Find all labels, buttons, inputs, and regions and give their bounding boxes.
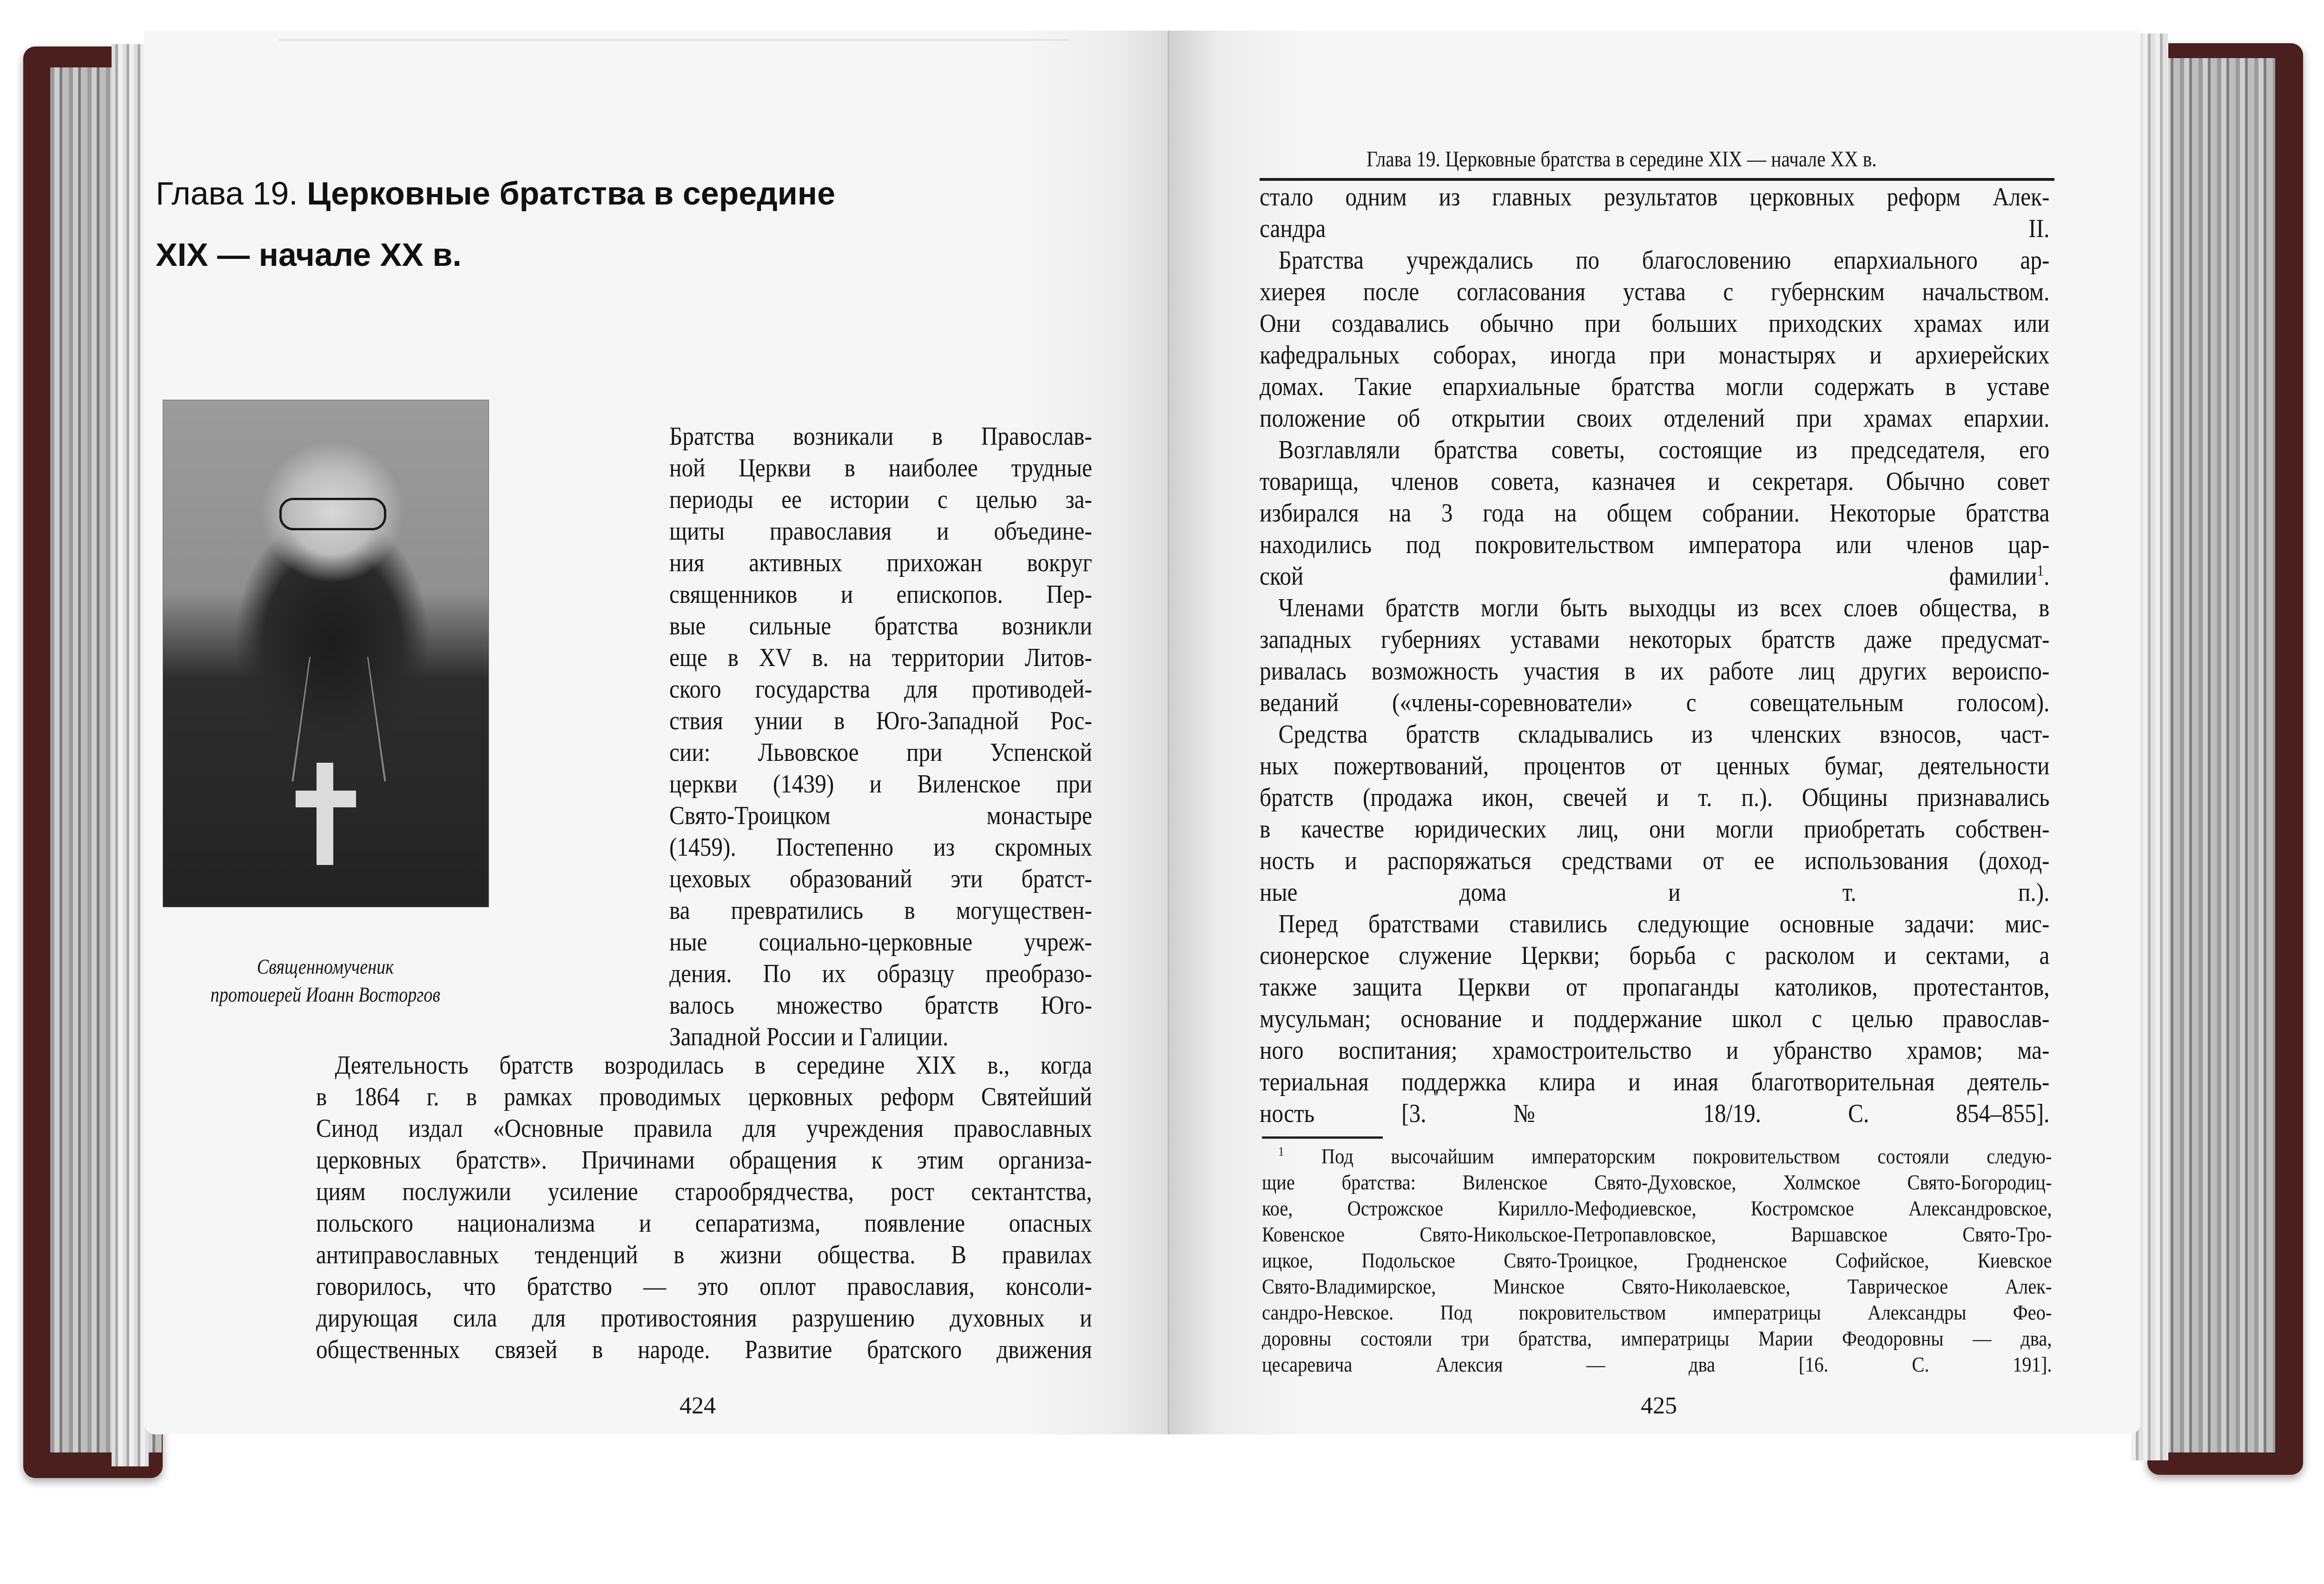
text-line-content: Перед братствами ставились следующие основные задачи: мис- bbox=[1278, 910, 2050, 938]
text-line: периоды ее истории с целью за- bbox=[669, 485, 1092, 514]
footnote-line-content: Свято-Владимирское, Минское Свято-Николаевское, Таврическое Алек- bbox=[1262, 1274, 2052, 1298]
chapter-title-line1: Церковные братства в середине bbox=[307, 175, 836, 211]
text-line bbox=[1260, 561, 2049, 592]
footnote-line-content: ицкое, Подольское Свято-Троицкое, Гродненское Софийское, Киевское bbox=[1262, 1248, 2052, 1272]
footnote-line bbox=[1262, 1221, 2052, 1247]
text-line bbox=[1260, 719, 2049, 750]
footnote-line bbox=[1262, 1326, 2052, 1352]
text-line: щиты православия и объедине- bbox=[669, 517, 1092, 546]
footnote-line-content: Под высочайшим императорским покровительством состояли следую- bbox=[1321, 1144, 2052, 1168]
footnote-reference[interactable]: 1 bbox=[2037, 562, 2044, 580]
text-line bbox=[1260, 339, 2049, 371]
running-head: Глава 19. Церковные братства в середине XIX — начале XX в. bbox=[1367, 147, 1877, 172]
text-line: Деятельность братств возродилась в середине XIX в., когда bbox=[335, 1051, 1092, 1080]
text-line bbox=[1260, 624, 2049, 655]
footnote-marker: 1 bbox=[1278, 1144, 1284, 1159]
text-line bbox=[1260, 371, 2049, 403]
text-line-content: сандра II. bbox=[1260, 214, 2050, 243]
text-line bbox=[1260, 1003, 2049, 1035]
text-line: Синод издал «Основные правила для учреждения православных bbox=[316, 1114, 1092, 1143]
text-line-content: веданий («члены-соревнователи» с совещательным голосом). bbox=[1260, 688, 2050, 717]
text-line-content: ных пожертвований, процентов от ценных бумаг, деятельности bbox=[1260, 752, 2050, 780]
text-line-content: мусульман; основание и поддержание школ с целью православ- bbox=[1260, 1004, 2050, 1033]
cross-icon-horizontal bbox=[296, 791, 356, 807]
text-line bbox=[1260, 529, 2049, 561]
text-line-content: териальная поддержка клира и иная благотворительная деятель- bbox=[1260, 1068, 2050, 1096]
text-line: общественных связей в народе. Развитие братского движения bbox=[316, 1335, 1092, 1364]
footnote-line-content: кое, Острожское Кирилло-Мефодиевское, Костромское Александровское, bbox=[1262, 1196, 2052, 1220]
text-line bbox=[1260, 276, 2049, 308]
text-line: Западной России и Галиции. bbox=[669, 1023, 949, 1051]
text-line-content: Они создавались обычно при больших приходских храмах или bbox=[1260, 309, 2050, 338]
text-line bbox=[1260, 403, 2049, 434]
text-line bbox=[1260, 1098, 2049, 1129]
text-line-content: хиерея после согласования устава с губернским начальством. bbox=[1260, 277, 2050, 306]
text-line bbox=[1260, 308, 2049, 339]
page-number-right: 425 bbox=[1641, 1393, 1677, 1419]
text-line: Свято-Троицком монастыре bbox=[669, 801, 1092, 830]
text-line: ского государства для противодей- bbox=[669, 675, 1092, 704]
page-number-left: 424 bbox=[680, 1393, 716, 1419]
header-rule bbox=[1260, 178, 2054, 181]
text-line bbox=[1260, 908, 2049, 940]
photo-caption-line1: Священномученик bbox=[257, 955, 394, 978]
chapter-title-line2: XIX — начале XX в. bbox=[156, 237, 462, 273]
text-line bbox=[1260, 655, 2049, 687]
footnote-line bbox=[1262, 1247, 2052, 1274]
text-line-content: Братства учреждались по благословению епархиального ар- bbox=[1278, 246, 2050, 275]
text-line: священников и епископов. Пер- bbox=[669, 580, 1092, 609]
page-stack-left-outer bbox=[112, 44, 149, 1466]
text-line-content: западных губерниях уставами некоторых братств даже предусмат- bbox=[1260, 625, 2050, 654]
bleed-through-rule bbox=[279, 39, 1069, 41]
left-column-text bbox=[669, 421, 1092, 1053]
text-line bbox=[1260, 466, 2049, 497]
text-line-content: ривалась возможность участия в их работе лиц других вероиспо- bbox=[1260, 657, 2050, 686]
text-line bbox=[1260, 687, 2049, 719]
text-line: антиправославных тенденций в жизни общества. В правилах bbox=[316, 1241, 1092, 1269]
text-line: ствия унии в Юго-Западной Рос- bbox=[669, 706, 1092, 735]
cross-chain-shape bbox=[292, 657, 386, 781]
text-line: церковных братств». Причинами обращения к этим организа- bbox=[316, 1146, 1092, 1175]
text-line-content: ность и распоряжаться средствами от ее использования (доход- bbox=[1260, 846, 2050, 875]
text-line-content: в качестве юридических лиц, они могли приобретать собствен- bbox=[1260, 815, 2050, 844]
text-line: польского национализма и сепаратизма, появление опасных bbox=[316, 1209, 1092, 1238]
text-line-content: сионерское служение Церкви; борьба с расколом и сектами, а bbox=[1260, 941, 2050, 970]
text-line-content: братств (продажа икон, свечей и т. п.). Общины признавались bbox=[1260, 783, 2050, 812]
portrait-photo bbox=[163, 400, 489, 907]
text-line: (1459). Постепенно из скромных bbox=[669, 833, 1092, 862]
text-line bbox=[1260, 1066, 2049, 1098]
text-line-content: товарища, членов совета, казначея и секретаря. Обычно совет bbox=[1260, 467, 2050, 496]
text-line bbox=[1260, 213, 2049, 244]
text-line: дирующая сила для противостояния разрушению духовных и bbox=[316, 1304, 1092, 1333]
text-line bbox=[1260, 497, 2049, 529]
text-line-content: также защита Церкви от пропаганды католиков, протестантов, bbox=[1260, 973, 2050, 1002]
text-line: говорилось, что братство — это оплот православия, консоли- bbox=[316, 1272, 1092, 1301]
text-line-content: ность [3. № 18/19. С. 854–855]. bbox=[1260, 1099, 2050, 1128]
book-spine-gutter bbox=[1168, 31, 1169, 1434]
cross-icon-vertical bbox=[317, 763, 333, 865]
text-line bbox=[1260, 244, 2049, 276]
footnote-line bbox=[1262, 1143, 2052, 1169]
footnote-line bbox=[1262, 1169, 2052, 1195]
footnote-rule bbox=[1262, 1136, 1383, 1139]
text-line: еще в XV в. на территории Литов- bbox=[669, 643, 1092, 672]
text-line-content: ные дома и т. п.). bbox=[1260, 878, 2050, 907]
text-line-content: избирался на 3 года на общем собрании. Некоторые братства bbox=[1260, 499, 2050, 528]
text-line: ния активных прихожан вокруг bbox=[669, 548, 1092, 577]
page-stack-right bbox=[2161, 58, 2275, 1452]
text-line bbox=[1260, 845, 2049, 877]
text-line-content: ного воспитания; храмостроительство и убранство храмов; ма- bbox=[1260, 1036, 2050, 1065]
text-line: Братства возникали в Православ- bbox=[669, 422, 1092, 451]
text-line: ные социально-церковные учреж- bbox=[669, 928, 1092, 957]
text-line bbox=[1260, 971, 2049, 1003]
footnote-line bbox=[1262, 1274, 2052, 1300]
footnote-line-content: доровны состояли три братства, императрицы Марии Феодоровны — два, bbox=[1262, 1327, 2052, 1350]
glasses-shape bbox=[279, 498, 386, 530]
text-line-content: стало одним из главных результатов церковных реформ Алек- bbox=[1260, 183, 2050, 211]
footnote-line bbox=[1262, 1195, 2052, 1221]
text-line bbox=[1260, 813, 2049, 845]
text-line-content: ской фамилии bbox=[1260, 562, 2037, 591]
chapter-number: Глава 19. bbox=[156, 175, 298, 211]
text-line bbox=[1260, 782, 2049, 813]
footnote-line bbox=[1262, 1300, 2052, 1326]
footnote bbox=[1262, 1143, 2052, 1378]
text-line-content: Средства братств складывались из членских взносов, част- bbox=[1278, 720, 2050, 749]
punctuation: . bbox=[2044, 562, 2050, 591]
footnote-line-content: цесаревича Алексия — два [16. С. 191]. bbox=[1262, 1353, 2052, 1376]
text-line bbox=[1260, 592, 2049, 624]
text-line: ва превратились в могуществен- bbox=[669, 896, 1092, 925]
text-line bbox=[1260, 877, 2049, 908]
text-line-content: находились под покровительством императора или членов цар- bbox=[1260, 530, 2050, 559]
photo-caption-line2: протоиерей Иоанн Восторгов bbox=[210, 983, 441, 1006]
text-line-content: положение об открытии своих отделений при храмах епархии. bbox=[1260, 404, 2050, 433]
text-line: валось множество братств Юго- bbox=[669, 991, 1092, 1020]
text-line: сии: Львовское при Успенской bbox=[669, 738, 1092, 767]
text-line bbox=[1260, 434, 2049, 466]
chapter-title bbox=[156, 163, 899, 285]
text-line-content: Членами братств могли быть выходцы из всех слоев общества, в bbox=[1278, 594, 2050, 622]
text-line: вые сильные братства возникли bbox=[669, 612, 1092, 640]
footnote-line-content: щие братства: Виленское Свято-Духовское, Холмское Свято-Богородиц- bbox=[1262, 1170, 2052, 1194]
text-line-content: кафедральных соборах, иногда при монастырях и архиерейских bbox=[1260, 341, 2050, 370]
text-line-content: домах. Такие епархиальные братства могли содержать в уставе bbox=[1260, 372, 2050, 401]
text-line: ной Церкви в наиболее трудные bbox=[669, 454, 1092, 482]
footnote-line bbox=[1262, 1352, 2052, 1378]
text-line bbox=[1260, 750, 2049, 782]
text-line bbox=[1260, 1035, 2049, 1066]
footnote-line-content: Ковенское Свято-Никольское-Петропавловское, Варшавское Свято-Тро- bbox=[1262, 1222, 2052, 1246]
text-line: дения. По их образцу преобразо- bbox=[669, 959, 1092, 988]
text-line bbox=[1260, 940, 2049, 971]
right-page-body bbox=[1260, 181, 2050, 1129]
text-line: церкви (1439) и Виленское при bbox=[669, 770, 1092, 799]
text-line bbox=[1260, 181, 2049, 213]
photo-caption bbox=[179, 953, 472, 1009]
footnote-line-content: сандро-Невское. Под покровительством императрицы Александры Фео- bbox=[1262, 1300, 2052, 1324]
text-line: циям послужили усиление старообрядчества, рост сектантства, bbox=[316, 1177, 1092, 1206]
text-line: цеховых образований эти братст- bbox=[669, 865, 1092, 893]
text-line-content: Возглавляли братства советы, состоящие из председателя, его bbox=[1278, 436, 2050, 464]
text-line: в 1864 г. в рамках проводимых церковных реформ Святейший bbox=[316, 1082, 1092, 1111]
left-page-body bbox=[316, 1049, 1092, 1366]
